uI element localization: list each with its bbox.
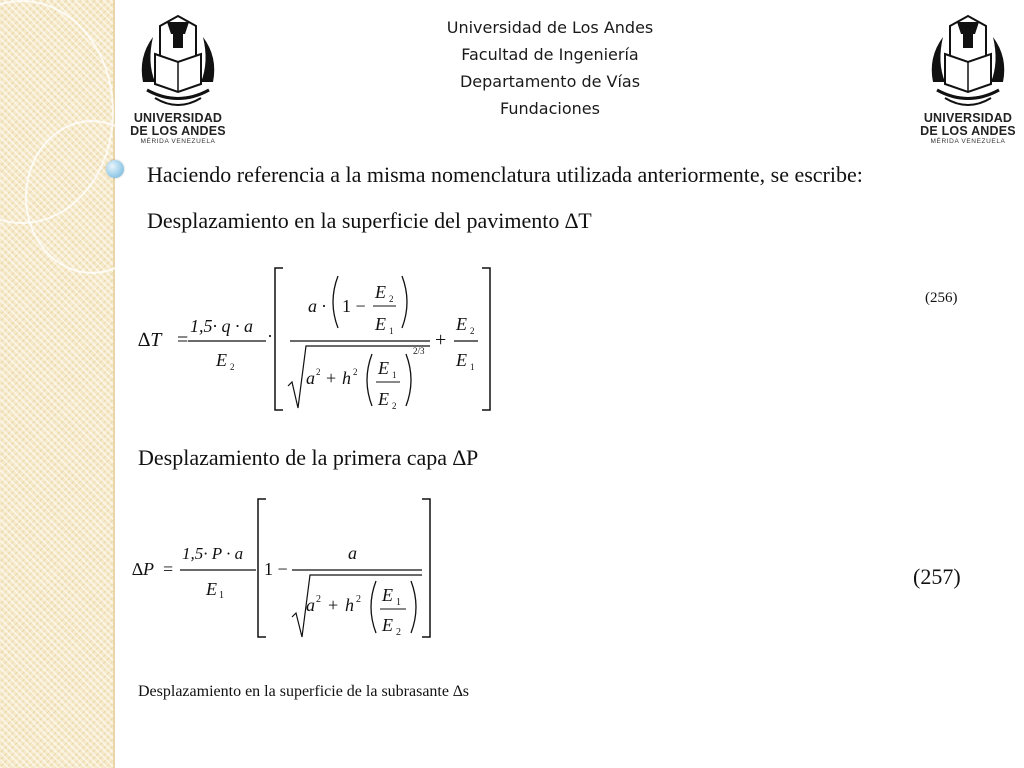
eq256-paren-right	[402, 276, 407, 328]
eq256-paren2-right	[406, 354, 411, 406]
eq257-right-bracket	[422, 499, 430, 637]
logo-name-line1: UNIVERSIDAD	[923, 111, 1013, 125]
subtitle-subgrade-displacement: Desplazamiento en la superficie de la subrasante ∆s	[138, 683, 469, 700]
university-logo-right	[918, 12, 1018, 147]
university-seal-icon	[133, 12, 223, 112]
eq256-coef-denominator-sub: 2	[230, 362, 235, 372]
eq256-h-sq: 2	[353, 367, 358, 377]
eq256-paren-left	[333, 276, 338, 328]
eq257-h: h	[345, 595, 354, 615]
eq256-E1-top-sub: 1	[392, 370, 397, 380]
eq256-h: h	[342, 368, 351, 388]
eq256-a: a	[306, 368, 315, 388]
equation-number-256: (256)	[925, 290, 958, 306]
equation-257	[130, 495, 440, 645]
equation-number-257: (257)	[913, 564, 961, 589]
eq257-one-minus: 1 −	[264, 559, 288, 579]
eq256-right-bracket	[482, 268, 490, 410]
logo-name-line2: DE LOS ANDES	[920, 124, 1016, 138]
eq257-coef-denominator-sub: 1	[219, 590, 224, 601]
logo-location: MÉRIDA VENEZUELA	[930, 138, 1006, 145]
eq257-E2-bottom: E	[382, 615, 393, 635]
logo-location: MÉRIDA VENEZUELA	[140, 138, 216, 145]
eq256-left-bracket	[275, 268, 283, 410]
header-university: Universidad de Los Andes	[446, 18, 654, 37]
subtitle-pavement-displacement: Desplazamiento en la superficie del pavimento ∆T	[147, 208, 592, 233]
eq257-paren-left	[371, 581, 376, 633]
decorative-side-panel	[0, 0, 115, 768]
eq256-E1-top: E	[378, 358, 389, 378]
eq256-E2-top-sub: 2	[389, 294, 394, 304]
eq256-plus: +	[435, 329, 447, 351]
eq256-coef-numerator: 1,5· q · a	[190, 316, 253, 336]
header-faculty: Facultad de Ingeniería	[461, 45, 639, 64]
eq257-plus: +	[328, 595, 339, 615]
eq257-a: a	[306, 595, 315, 615]
eq257-lhs: ∆P	[132, 559, 155, 579]
eq256-one-minus: 1 −	[342, 296, 366, 316]
subtitle-first-layer-displacement: Desplazamiento de la primera capa ∆P	[138, 445, 479, 470]
eq256-coef-denominator: E	[216, 350, 227, 370]
institution-header	[380, 14, 720, 122]
intro-text: Haciendo referencia a la misma nomenclatura utilizada anteriormente, se escribe:	[147, 162, 863, 187]
university-logo-left	[128, 12, 228, 147]
logo-name-line2: DE LOS ANDES	[130, 124, 226, 138]
eq257-E2-bottom-sub: 2	[396, 627, 401, 638]
eq256-equals: =	[177, 329, 189, 351]
eq256-E2-right-sub: 2	[470, 326, 475, 336]
eq256-E1-bottom: E	[375, 314, 386, 334]
header-course: Fundaciones	[500, 99, 600, 118]
eq256-E2-right: E	[456, 314, 467, 334]
header-department: Departamento de Vías	[459, 72, 641, 91]
eq257-paren-right	[411, 581, 416, 633]
eq256-lhs: ∆T	[138, 329, 162, 351]
university-seal-icon	[923, 12, 1013, 112]
eq256-a-dot: a ·	[308, 296, 326, 316]
eq256-plus-inner: +	[326, 368, 337, 388]
eq257-E1-top: E	[382, 585, 393, 605]
eq256-E1-bottom-sub: 1	[389, 326, 394, 336]
bullet-dot-icon	[106, 160, 124, 178]
eq256-E2-bottom-sub: 2	[392, 401, 397, 411]
eq257-a-sq: 2	[316, 594, 321, 605]
equation-256	[130, 262, 510, 414]
eq256-E2-bottom: E	[378, 389, 389, 409]
eq257-coef-denominator: E	[206, 579, 217, 599]
eq256-E1-right: E	[456, 350, 467, 370]
eq256-E1-right-sub: 1	[470, 362, 475, 372]
logo-name-line1: UNIVERSIDAD	[133, 111, 223, 125]
eq257-a-numerator: a	[348, 543, 357, 563]
eq257-E1-top-sub: 1	[396, 597, 401, 608]
eq257-coef-numerator: 1,5· P · a	[182, 544, 244, 563]
eq256-E2-top: E	[375, 282, 386, 302]
eq256-exponent: 2/3	[413, 346, 425, 356]
eq256-paren2-left	[367, 354, 372, 406]
eq256-a-sq: 2	[316, 367, 321, 377]
eq257-equals: =	[163, 559, 174, 579]
eq257-h-sq: 2	[356, 594, 361, 605]
eq256-dot: ·	[267, 326, 273, 346]
